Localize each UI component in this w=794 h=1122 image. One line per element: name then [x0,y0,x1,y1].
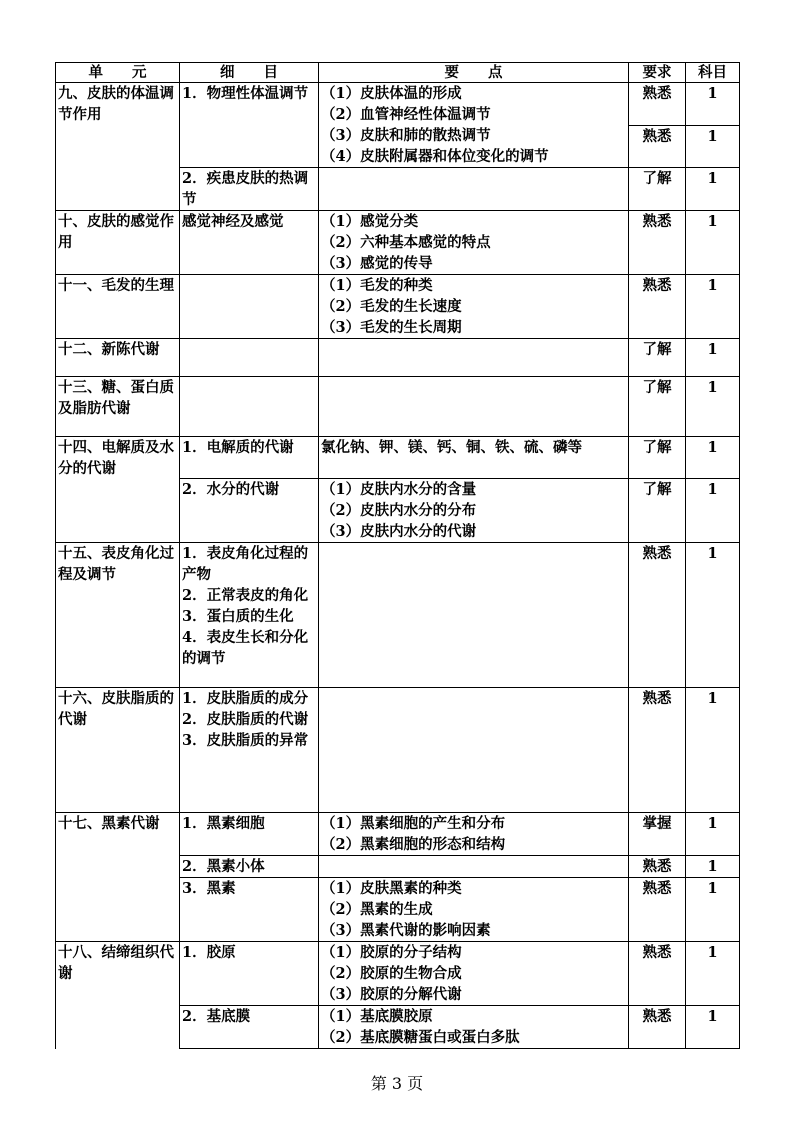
item-line: 1．表皮角化过程的产物 [182,545,309,583]
unit-cell: 九、皮肤的体温调节作用 [56,83,180,211]
item-line: 3．蛋白质的生化 [182,608,294,625]
requirement-cell: 了解 [629,437,686,479]
point-line: （2）黑素细胞的形态和结构 [321,836,506,853]
points-cell [319,942,629,1006]
point-line: （1）毛发的种类 [321,277,433,294]
requirement-cell: 熟悉 [629,125,686,168]
subject-cell: 1 [686,878,740,942]
points-cell [319,377,629,437]
subject-cell: 1 [686,125,740,168]
unit-cell: 十、皮肤的感觉作用 [56,211,180,275]
item-cell [180,688,319,813]
item-cell: 2．基底膜 [180,1006,319,1049]
requirement-cell: 熟悉 [629,688,686,813]
subject-cell: 1 [686,168,740,211]
point-line: （2）六种基本感觉的特点 [321,234,491,251]
subject-cell: 1 [686,942,740,1006]
page-number: 第 3 页 [370,1074,424,1093]
unit-cell: 十七、黑素代谢 [56,813,180,942]
item-line: 3．皮肤脂质的异常 [182,732,309,749]
subject-cell: 1 [686,275,740,339]
requirement-cell: 熟悉 [629,211,686,275]
header-requirement: 要求 [629,63,686,83]
requirement-cell: 熟悉 [629,543,686,688]
item-cell [180,543,319,688]
item-cell: 1．黑素细胞 [180,813,319,856]
points-cell [319,856,629,878]
item-cell: 2．水分的代谢 [180,479,319,543]
subject-cell: 1 [686,688,740,813]
item-line: 1．皮肤脂质的成分 [182,690,309,707]
points-cell [319,275,629,339]
requirement-cell: 了解 [629,479,686,543]
point-line: （2）血管神经性体温调节 [321,106,491,123]
subject-cell: 1 [686,339,740,377]
point-line: （3）胶原的分解代谢 [321,986,462,1003]
points-cell [319,211,629,275]
point-line: （2）基底膜糖蛋白或蛋白多肽 [321,1029,520,1046]
unit-cell: 十二、新陈代谢 [56,339,180,377]
unit-cell: 十三、糖、蛋白质及脂肪代谢 [56,377,180,437]
requirement-cell: 熟悉 [629,275,686,339]
subject-cell: 1 [686,1006,740,1049]
unit-cell: 十五、表皮角化过程及调节 [56,543,180,688]
table-row [56,543,740,688]
point-line: （4）皮肤附属器和体位变化的调节 [321,148,549,165]
item-cell [180,339,319,377]
point-line: （3）毛发的生长周期 [321,319,462,336]
subject-cell: 1 [686,813,740,856]
point-line: （2）毛发的生长速度 [321,298,462,315]
point-line: （2）黑素的生成 [321,901,433,918]
item-line: 2．皮肤脂质的代谢 [182,711,309,728]
item-cell: 3．黑素 [180,878,319,942]
subject-cell: 1 [686,377,740,437]
requirement-cell: 熟悉 [629,83,686,126]
points-cell [319,543,629,688]
item-cell: 1．胶原 [180,942,319,1006]
table-row [56,83,740,126]
point-line: （3）感觉的传导 [321,255,433,272]
points-cell [319,688,629,813]
points-cell [319,878,629,942]
header-unit: 单 元 [56,63,180,83]
subject-cell: 1 [686,543,740,688]
point-line: （3）黑素代谢的影响因素 [321,922,491,939]
unit-cell: 十六、皮肤脂质的代谢 [56,688,180,813]
requirement-cell: 掌握 [629,813,686,856]
points-cell [319,83,629,168]
point-line: （1）基底膜胶原 [321,1008,433,1025]
table-row [56,211,740,275]
table-row [56,688,740,813]
table-row [56,339,740,377]
item-cell: 感觉神经及感觉 [180,211,319,275]
unit-cell: 十一、毛发的生理 [56,275,180,339]
header-row [56,63,740,83]
item-cell: 2．疾患皮肤的热调节 [180,168,319,211]
item-cell [180,275,319,339]
points-cell [319,1006,629,1049]
point-line: （2）胶原的生物合成 [321,965,462,982]
header-points: 要 点 [319,63,629,83]
table-row [56,942,740,1006]
item-line: 2．正常表皮的角化 [182,587,309,604]
subject-cell: 1 [686,856,740,878]
points-cell [319,479,629,543]
requirement-cell: 熟悉 [629,1006,686,1049]
item-cell [180,377,319,437]
points-cell [319,813,629,856]
requirement-cell: 了解 [629,377,686,437]
points-cell [319,168,629,211]
syllabus-table [55,62,740,1049]
item-line: 4．表皮生长和分化的调节 [182,629,309,667]
table-row [56,377,740,437]
point-line: （3）皮肤内水分的代谢 [321,523,477,540]
subject-cell: 1 [686,83,740,126]
subject-cell: 1 [686,437,740,479]
table-row [56,813,740,856]
point-line: （3）皮肤和肺的散热调节 [321,127,491,144]
requirement-cell: 熟悉 [629,942,686,1006]
unit-cell: 十八、结缔组织代谢 [56,942,180,1049]
item-cell: 1．电解质的代谢 [180,437,319,479]
unit-cell: 十四、电解质及水分的代谢 [56,437,180,543]
item-cell: 1．物理性体温调节 [180,83,319,168]
point-line: （1）感觉分类 [321,213,419,230]
requirement-cell: 了解 [629,168,686,211]
point-line: （1）皮肤体温的形成 [321,85,462,102]
points-cell: 氯化钠、钾、镁、钙、铜、铁、硫、磷等 [319,437,629,479]
point-line: （1）皮肤黑素的种类 [321,880,462,897]
item-cell: 2．黑素小体 [180,856,319,878]
point-line: （1）皮肤内水分的含量 [321,481,477,498]
point-line: （1）胶原的分子结构 [321,944,462,961]
header-subject: 科目 [686,63,740,83]
subject-cell: 1 [686,479,740,543]
requirement-cell: 熟悉 [629,878,686,942]
page-footer [0,1071,794,1094]
point-line: （2）皮肤内水分的分布 [321,502,477,519]
points-cell [319,339,629,377]
requirement-cell: 了解 [629,339,686,377]
subject-cell: 1 [686,211,740,275]
requirement-cell: 熟悉 [629,856,686,878]
point-line: （1）黑素细胞的产生和分布 [321,815,506,832]
table-row [56,275,740,339]
header-item: 细 目 [180,63,319,83]
table-row [56,437,740,479]
